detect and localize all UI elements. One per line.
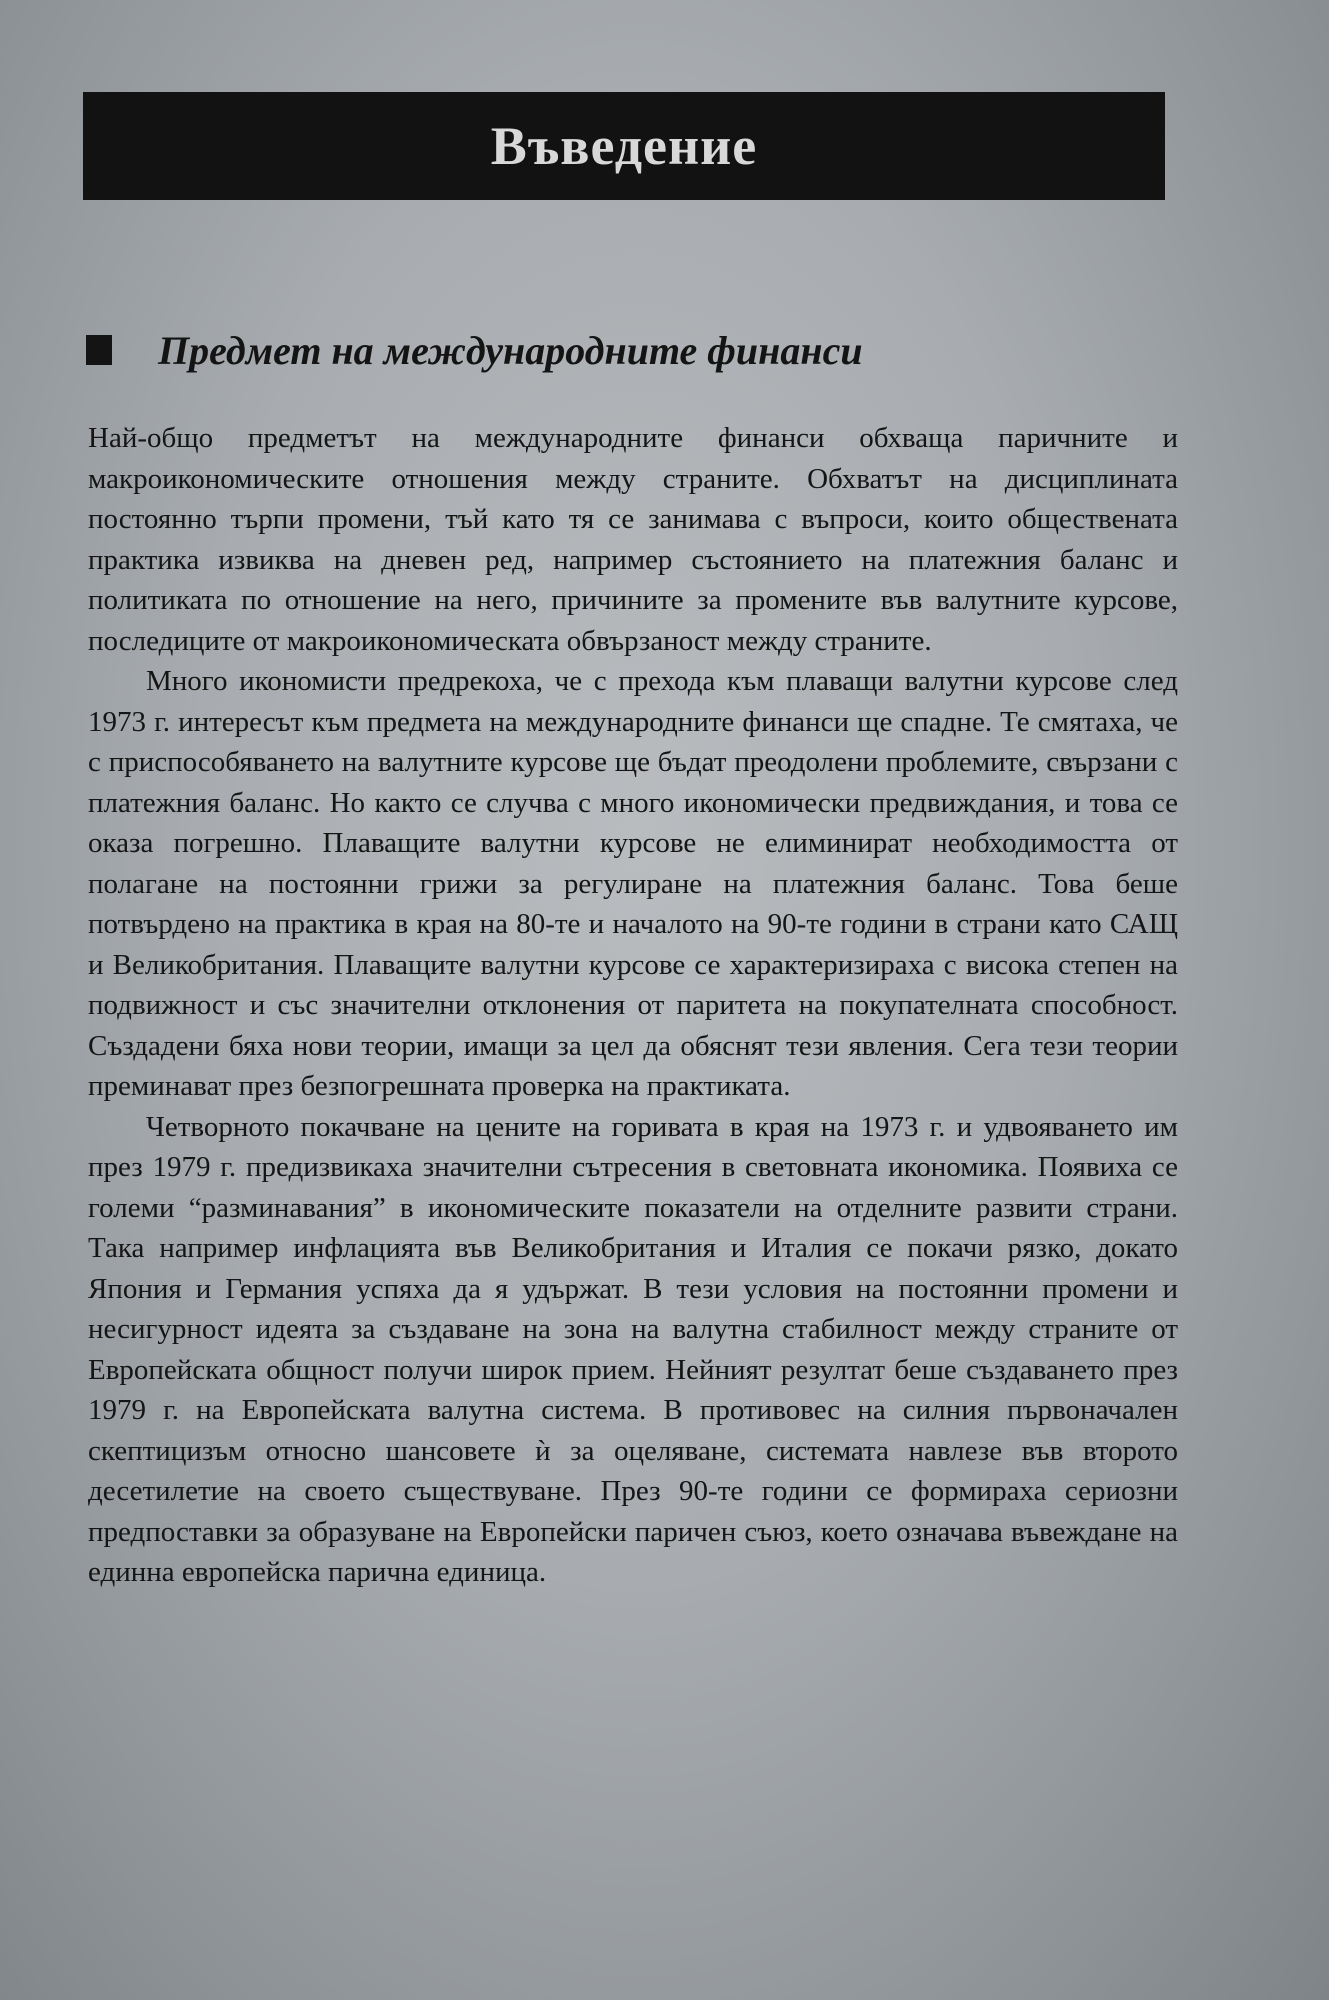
paragraph-1: Най-общо предметът на международните финанси обхваща паричните и макроикономическите отношения между страните. Обхватът на дисциплината постоянно търпи промени, тъй като тя се занимава с въпроси, които обществената практика извиква на дневен ред, например състоянието на платежния баланс и политиката по отношение на него, причините за промените във валутните курсове, последиците от макроикономическата обвързаност между страните.: [88, 422, 1178, 657]
chapter-title-bar: [83, 92, 1165, 200]
paragraph-2: Много икономисти предрекоха, че с прехода към плаващи валутни курсове след 1973 г. интересът към предмета на международните финанси ще спадне. Те смятаха, че с приспособяването на валутните курсове ще бъдат преодолени проблемите, свързани с платежния баланс. Но както се случва с много икономически предвиждания, и това се оказа погрешно. Плаващите валутни курсове не елиминират необходимостта от полагане на постоянни грижи за регулиране на платежния баланс. Това беше потвърдено на практика в края на 80-те и началото на 90-те години в страни като САЩ и Великобритания. Плаващите валутни курсове се характеризираха с висока степен на подвижност и със значителни отклонения от паритета на покупателната способност. Създадени бяха нови теории, имащи за цел да обяснят тези явления. Сега тези теории преминават през безпогрешната проверка на практиката.: [88, 665, 1178, 1102]
body-text: [88, 418, 1178, 1593]
chapter-title: Въведение: [490, 116, 758, 176]
section-title: Предмет на международните финанси: [158, 327, 863, 373]
paragraph-3: Четворното покачване на цените на горивата в края на 1973 г. и удвояването им през 1979 г. предизвикаха значителни сътресения в световната икономика. Появиха се големи “разминавания” в икономическите показатели на отделните развити страни. Така например инфлацията във Великобритания и Италия се покачи рязко, докато Япония и Германия успяха да я удържат. В тези условия на постоянни промени и несигурност идеята за създаване на зона на валутна стабилност между страните от Европейската общност получи широк прием. Нейният резултат беше създаването през 1979 г. на Европейската валутна система. В противовес на силния първоначален скептицизъм относно шансовете ѝ за оцеляване, системата навлезе във второто десетилетие на своето съществуване. През 90-те години се формираха сериозни предпоставки за образуване на Европейски паричен съюз, което означава въвеждане на единна европейска парична единица.: [88, 1110, 1178, 1588]
section-heading: [86, 322, 863, 378]
square-bullet-icon: [86, 335, 112, 365]
